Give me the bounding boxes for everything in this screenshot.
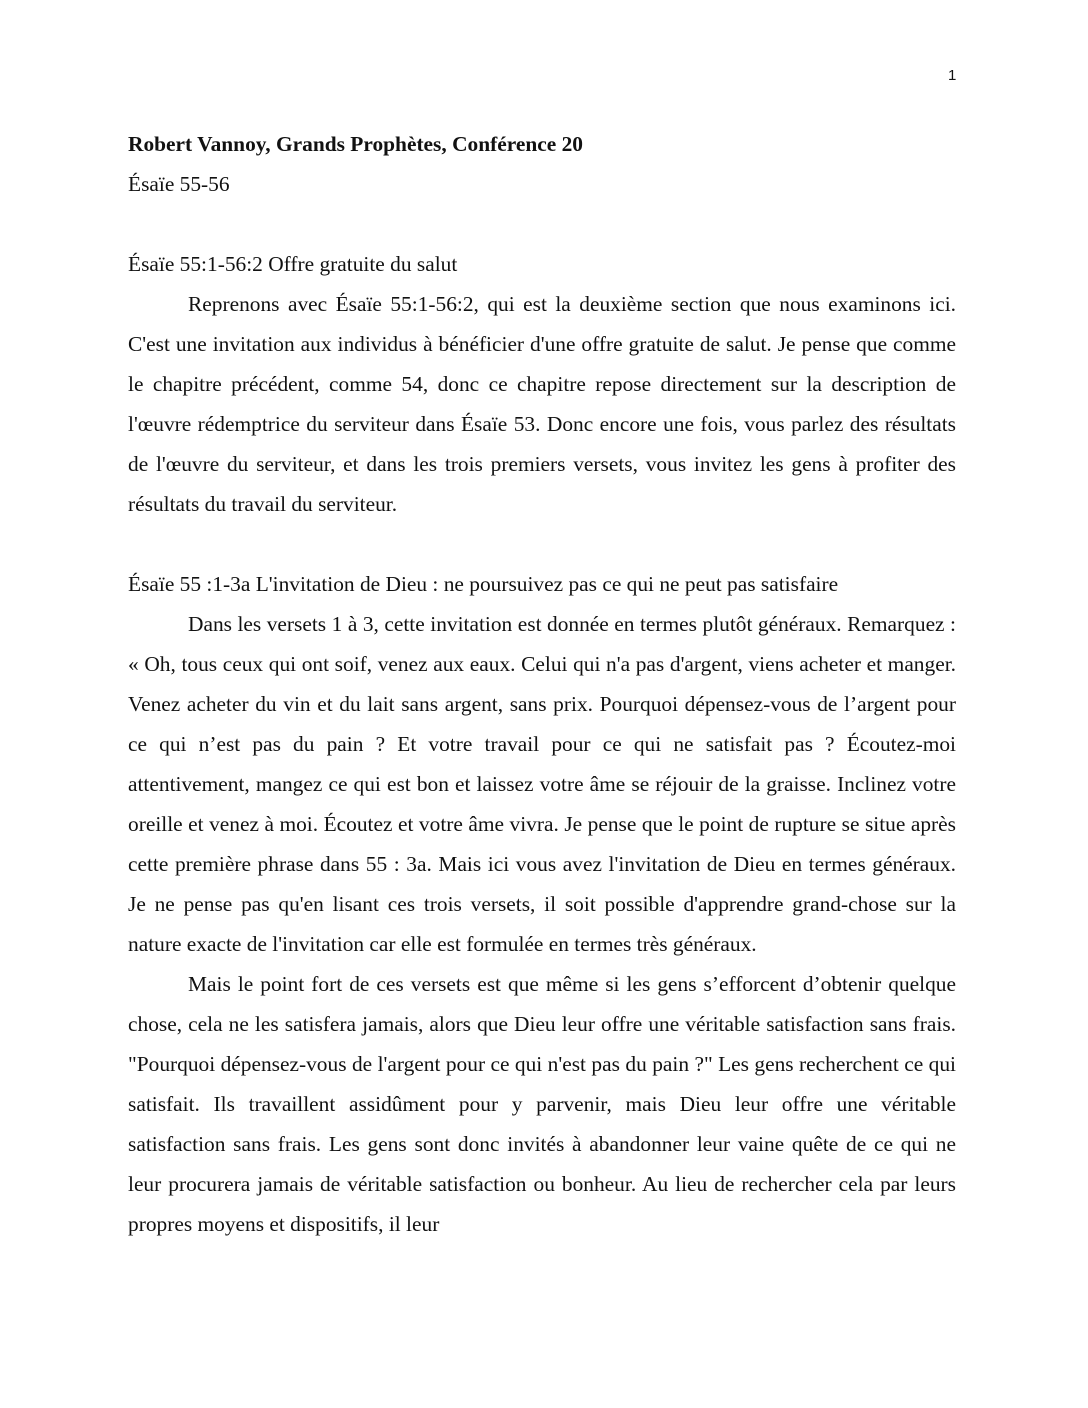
section-heading: Ésaïe 55:1-56:2 Offre gratuite du salut xyxy=(128,252,458,276)
document-title: Robert Vannoy, Grands Prophètes, Conférence 20 xyxy=(128,132,583,156)
document-body xyxy=(128,124,956,1244)
paragraph: Reprenons avec Ésaïe 55:1-56:2, qui est la deuxième section que nous examinons ici. C'est une invitation aux individus à bénéficier d'une offre gratuite de salut. Je pense que comme le chapitre précédent, comme 54, donc ce chapitre repose directement sur la description de l'œuvre rédemptrice du serviteur dans Ésaïe 53. Donc encore une fois, vous parlez des résultats de l'œuvre du serviteur, et dans les trois premiers versets, vous invitez les gens à profiter des résultats du travail du serviteur. xyxy=(128,292,956,516)
document-subtitle: Ésaïe 55-56 xyxy=(128,172,230,196)
paragraph: Dans les versets 1 à 3, cette invitation est donnée en termes plutôt généraux. Remarquez : « Oh, tous ceux qui ont soif, venez aux eaux. Celui qui n'a pas d'argent, viens acheter et manger. Venez acheter du vin et du lait sans argent, sans prix. Pourquoi dépensez-vous de l’argent pour ce qui n’est pas du pain ? Et votre travail pour ce qui ne satisfait pas ? Écoutez-moi attentivement, mangez ce qui est bon et laissez votre âme se réjouir de la graisse. Inclinez votre oreille et venez à moi. Écoutez et votre âme vivra. Je pense que le point de rupture se situe après cette première phrase dans 55 : 3a. Mais ici vous avez l'invitation de Dieu en termes généraux. Je ne pense pas qu'en lisant ces trois versets, il soit possible d'apprendre grand-chose sur la nature exacte de l'invitation car elle est formulée en termes très généraux. xyxy=(128,612,956,956)
paragraph: Mais le point fort de ces versets est que même si les gens s’efforcent d’obtenir quelque chose, cela ne les satisfera jamais, alors que Dieu leur offre une véritable satisfaction sans frais. "Pourquoi dépensez-vous de l'argent pour ce qui n'est pas du pain ?" Les gens recherchent ce qui satisfait. Ils travaillent assidûment pour y parvenir, mais Dieu leur offre une véritable satisfaction sans frais. Les gens sont donc invités à abandonner leur vaine quête de ce qui ne leur procurera jamais de véritable satisfaction ou bonheur. Au lieu de rechercher cela par leurs propres moyens et dispositifs, il leur xyxy=(128,972,956,1236)
page-number: 1 xyxy=(948,67,957,84)
section-heading: Ésaïe 55 :1-3a L'invitation de Dieu : ne poursuivez pas ce qui ne peut pas satisfaire xyxy=(128,572,839,596)
